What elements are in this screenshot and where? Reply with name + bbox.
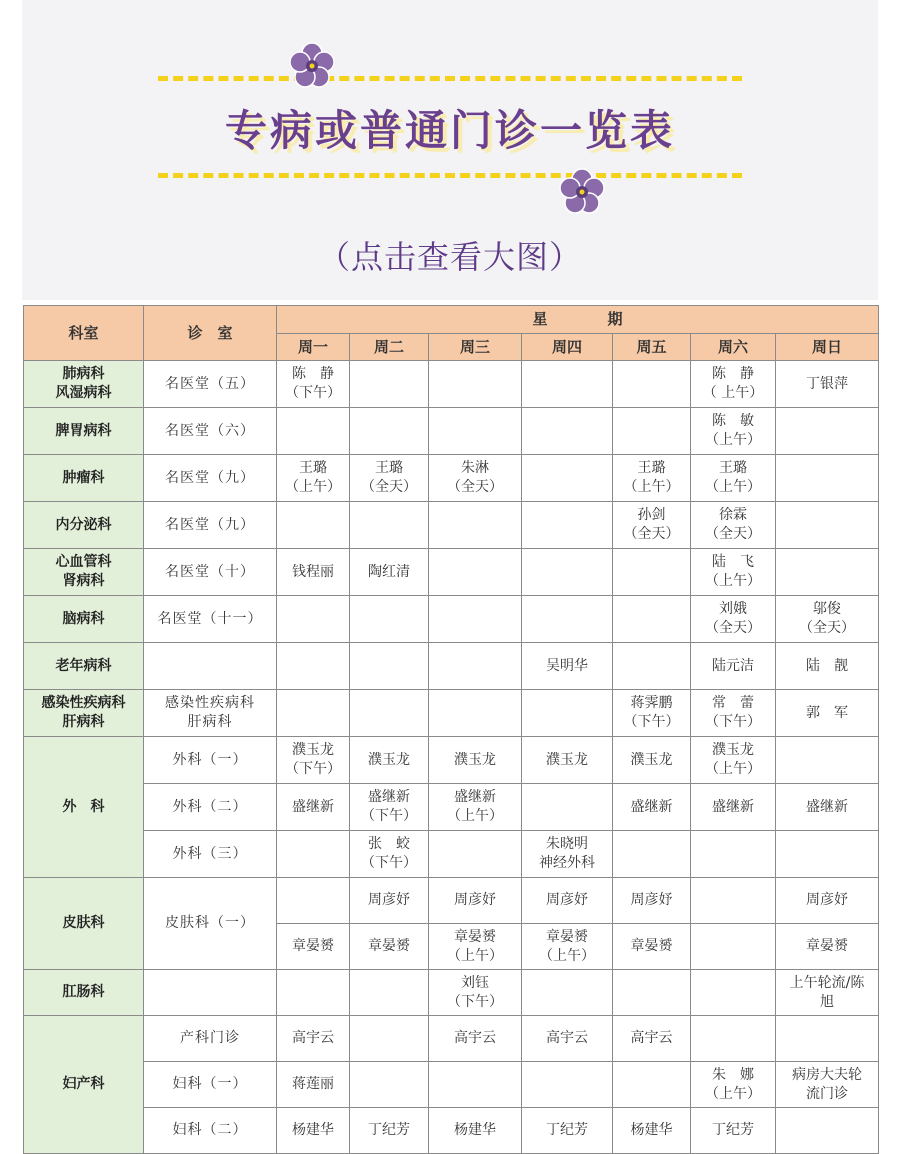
schedule-cell — [277, 502, 350, 549]
schedule-cell: 朱 娜 （上午） — [691, 1062, 776, 1108]
schedule-cell: 蒋莲丽 — [277, 1062, 350, 1108]
schedule-cell: 周彦妤 — [613, 878, 691, 924]
schedule-cell: 盛继新 — [776, 784, 879, 831]
schedule-cell: 陈 敏 （上午） — [691, 408, 776, 455]
schedule-cell — [522, 596, 613, 643]
clinic-cell: 名医堂（五） — [144, 361, 277, 408]
schedule-cell — [277, 408, 350, 455]
dept-cell: 肛肠科 — [24, 970, 144, 1016]
schedule-cell: 盛继新 — [277, 784, 350, 831]
schedule-cell: 陈 静 （ 上午） — [691, 361, 776, 408]
schedule-cell — [776, 408, 879, 455]
schedule-cell — [613, 643, 691, 690]
schedule-cell: 盛继新 — [691, 784, 776, 831]
table-row — [24, 878, 879, 924]
schedule-cell — [776, 1108, 879, 1154]
schedule-cell — [429, 1062, 522, 1108]
header-day: 周四 — [522, 334, 613, 361]
schedule-cell: 周彦妤 — [429, 878, 522, 924]
schedule-cell: 濮玉龙 — [522, 737, 613, 784]
header-day: 周三 — [429, 334, 522, 361]
schedule-cell: 杨建华 — [277, 1108, 350, 1154]
schedule-cell — [613, 408, 691, 455]
page-title: 专病或普通门诊一览表 — [224, 106, 675, 155]
table-row — [24, 1016, 879, 1062]
schedule-cell — [522, 455, 613, 502]
schedule-cell: 王璐 （上午） — [691, 455, 776, 502]
clinic-cell: 外科（二） — [144, 784, 277, 831]
schedule-cell — [776, 737, 879, 784]
schedule-cell: 高宇云 — [522, 1016, 613, 1062]
schedule-cell: 杨建华 — [613, 1108, 691, 1154]
schedule-cell — [429, 690, 522, 737]
schedule-cell — [776, 1016, 879, 1062]
flower-icon — [286, 40, 338, 92]
schedule-cell: 章晏赟 （上午） — [522, 924, 613, 970]
table-row — [24, 408, 879, 455]
schedule-cell: 常 蕾 （下午） — [691, 690, 776, 737]
schedule-cell: 周彦妤 — [522, 878, 613, 924]
dept-cell: 肺病科 风湿病科 — [24, 361, 144, 408]
header-day: 周日 — [776, 334, 879, 361]
clinic-cell: 外科（一） — [144, 737, 277, 784]
schedule-cell: 病房大夫轮 流门诊 — [776, 1062, 879, 1108]
dept-cell: 感染性疾病科 肝病科 — [24, 690, 144, 737]
schedule-cell: 章晏赟 — [350, 924, 429, 970]
schedule-cell: 刘娥 （全天） — [691, 596, 776, 643]
header-day: 周六 — [691, 334, 776, 361]
header-day: 周一 — [277, 334, 350, 361]
schedule-cell — [776, 502, 879, 549]
schedule-cell — [613, 970, 691, 1016]
table-row — [24, 784, 879, 831]
header-day: 周五 — [613, 334, 691, 361]
header-clinic: 诊 室 — [144, 306, 277, 361]
schedule-cell — [522, 1062, 613, 1108]
schedule-cell: 濮玉龙 — [429, 737, 522, 784]
schedule-cell: 濮玉龙 （上午） — [691, 737, 776, 784]
table-row — [24, 361, 879, 408]
schedule-cell: 杨建华 — [429, 1108, 522, 1154]
schedule-cell: 高宇云 — [277, 1016, 350, 1062]
clinic-cell: 产科门诊 — [144, 1016, 277, 1062]
clinic-cell: 妇科（一） — [144, 1062, 277, 1108]
schedule-cell — [429, 643, 522, 690]
schedule-cell — [776, 455, 879, 502]
header-day: 周二 — [350, 334, 429, 361]
schedule-cell — [522, 970, 613, 1016]
schedule-cell: 高宇云 — [613, 1016, 691, 1062]
schedule-cell: 章晏赟 — [277, 924, 350, 970]
schedule-cell — [691, 1016, 776, 1062]
schedule-cell — [522, 690, 613, 737]
dept-cell: 老年病科 — [24, 643, 144, 690]
schedule-cell: 陆 靓 — [776, 643, 879, 690]
schedule-cell: 上午轮流/陈 旭 — [776, 970, 879, 1016]
schedule-cell: 丁纪芳 — [691, 1108, 776, 1154]
schedule-cell — [691, 970, 776, 1016]
schedule-cell — [613, 1062, 691, 1108]
view-large-image-link[interactable]: （点击查看大图） — [317, 238, 582, 276]
schedule-cell — [350, 643, 429, 690]
schedule-cell: 吴明华 — [522, 643, 613, 690]
schedule-cell: 钱程丽 — [277, 549, 350, 596]
schedule-cell: 孙剑 （全天） — [613, 502, 691, 549]
schedule-cell — [613, 596, 691, 643]
schedule-cell: 周彦妤 — [776, 878, 879, 924]
schedule-cell: 章晏赟 （上午） — [429, 924, 522, 970]
schedule-cell — [429, 361, 522, 408]
schedule-cell — [350, 502, 429, 549]
schedule-cell — [350, 1016, 429, 1062]
clinic-cell: 名医堂（九） — [144, 502, 277, 549]
schedule-cell: 张 蛟 （下午） — [350, 831, 429, 878]
schedule-cell — [522, 408, 613, 455]
schedule-cell — [522, 361, 613, 408]
schedule-cell: 章晏赟 — [613, 924, 691, 970]
table-row — [24, 690, 879, 737]
schedule-cell — [522, 502, 613, 549]
schedule-cell — [277, 831, 350, 878]
header-dept: 科室 — [24, 306, 144, 361]
schedule-cell: 蒋霁鹏 （下午） — [613, 690, 691, 737]
clinic-cell: 名医堂（十一） — [144, 596, 277, 643]
clinic-cell — [144, 970, 277, 1016]
schedule-cell — [277, 643, 350, 690]
schedule-cell: 丁纪芳 — [522, 1108, 613, 1154]
schedule-cell: 朱淋 （全天） — [429, 455, 522, 502]
dept-cell: 妇产科 — [24, 1016, 144, 1154]
schedule-cell: 盛继新 — [613, 784, 691, 831]
dept-cell: 肿瘤科 — [24, 455, 144, 502]
schedule-cell — [691, 924, 776, 970]
schedule-cell — [522, 549, 613, 596]
schedule-cell: 朱晓明 神经外科 — [522, 831, 613, 878]
schedule-cell — [350, 361, 429, 408]
table-row — [24, 737, 879, 784]
schedule-cell — [776, 549, 879, 596]
schedule-cell: 王璐 （全天） — [350, 455, 429, 502]
clinic-cell: 名医堂（十） — [144, 549, 277, 596]
clinic-cell: 名医堂（九） — [144, 455, 277, 502]
schedule-cell: 王璐 （上午） — [277, 455, 350, 502]
schedule-cell — [429, 502, 522, 549]
schedule-cell: 陆 飞 （上午） — [691, 549, 776, 596]
schedule-cell: 丁银萍 — [776, 361, 879, 408]
schedule-cell — [350, 408, 429, 455]
schedule-cell — [277, 878, 350, 924]
schedule-cell — [350, 690, 429, 737]
schedule-cell: 章晏赟 — [776, 924, 879, 970]
schedule-cell — [776, 831, 879, 878]
schedule-cell — [277, 690, 350, 737]
table-row — [24, 1062, 879, 1108]
clinic-cell: 皮肤科（一） — [144, 878, 277, 970]
schedule-cell: 高宇云 — [429, 1016, 522, 1062]
decorative-dashed-line-bottom — [158, 173, 742, 178]
clinic-cell: 名医堂（六） — [144, 408, 277, 455]
schedule-cell — [429, 831, 522, 878]
flower-icon — [556, 166, 608, 218]
dept-cell: 内分泌科 — [24, 502, 144, 549]
schedule-cell: 濮玉龙 （下午） — [277, 737, 350, 784]
table-row — [24, 970, 879, 1016]
schedule-cell: 盛继新 （下午） — [350, 784, 429, 831]
schedule-cell — [277, 596, 350, 643]
header-week: 星 期 — [277, 306, 879, 334]
table-row — [24, 643, 879, 690]
dept-cell: 脾胃病科 — [24, 408, 144, 455]
dept-cell: 外 科 — [24, 737, 144, 878]
schedule-cell: 盛继新 （上午） — [429, 784, 522, 831]
table-row — [24, 502, 879, 549]
schedule-cell: 陶红清 — [350, 549, 429, 596]
table-row — [24, 455, 879, 502]
schedule-cell: 徐霖 （全天） — [691, 502, 776, 549]
schedule-cell — [613, 549, 691, 596]
schedule-cell: 王璐 （上午） — [613, 455, 691, 502]
schedule-cell: 邬俊 （全天） — [776, 596, 879, 643]
dept-cell: 脑病科 — [24, 596, 144, 643]
schedule-cell — [350, 1062, 429, 1108]
clinic-cell: 感染性疾病科 肝病科 — [144, 690, 277, 737]
table-row — [24, 549, 879, 596]
schedule-cell: 陈 静 （下午） — [277, 361, 350, 408]
schedule-cell: 陆元洁 — [691, 643, 776, 690]
schedule-cell — [350, 970, 429, 1016]
schedule-cell — [429, 596, 522, 643]
table-row — [24, 1108, 879, 1154]
schedule-cell — [429, 549, 522, 596]
schedule-cell — [691, 831, 776, 878]
schedule-cell: 濮玉龙 — [613, 737, 691, 784]
clinic-cell — [144, 643, 277, 690]
schedule-cell — [613, 831, 691, 878]
decorative-dashed-line-top — [158, 76, 742, 81]
schedule-cell — [277, 970, 350, 1016]
table-row — [24, 831, 879, 878]
schedule-cell — [350, 596, 429, 643]
dept-cell: 皮肤科 — [24, 878, 144, 970]
clinic-cell: 妇科（二） — [144, 1108, 277, 1154]
schedule-cell: 刘钰 （下午） — [429, 970, 522, 1016]
schedule-cell: 濮玉龙 — [350, 737, 429, 784]
schedule-cell: 周彦妤 — [350, 878, 429, 924]
table-row — [24, 596, 879, 643]
clinic-cell: 外科（三） — [144, 831, 277, 878]
schedule-cell — [429, 408, 522, 455]
schedule-cell: 丁纪芳 — [350, 1108, 429, 1154]
schedule-cell — [613, 361, 691, 408]
dept-cell: 心血管科 肾病科 — [24, 549, 144, 596]
schedule-cell — [691, 878, 776, 924]
clinic-schedule-table — [23, 305, 879, 1154]
schedule-cell — [522, 784, 613, 831]
schedule-cell: 郭 军 — [776, 690, 879, 737]
